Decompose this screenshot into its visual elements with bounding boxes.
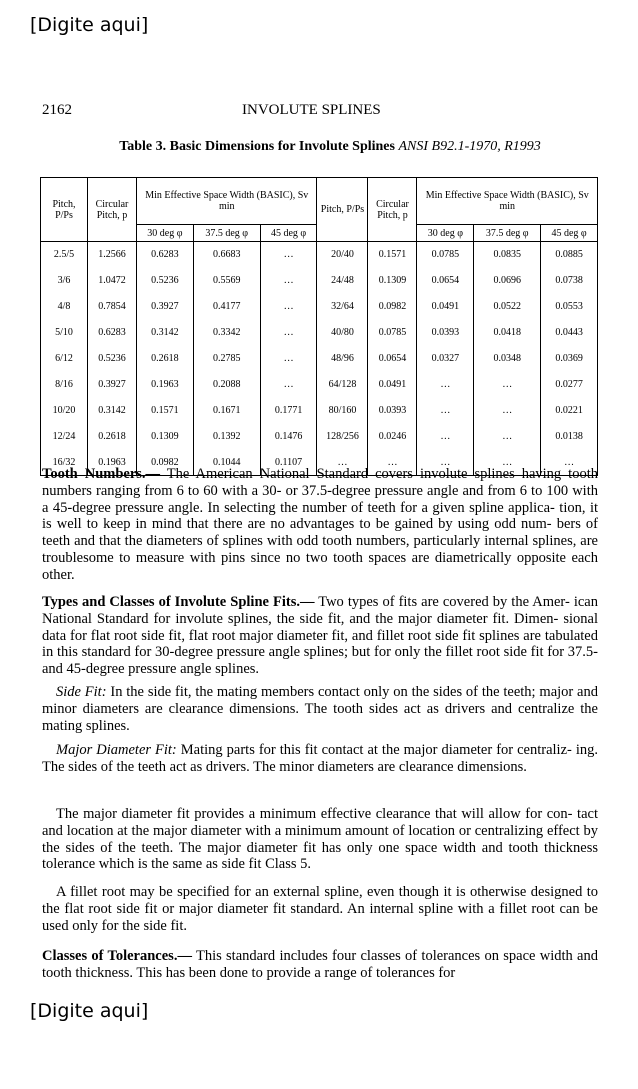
table-cell: 0.0982 (368, 294, 417, 320)
page-number: 2162 (42, 102, 72, 118)
table-cell: 48/96 (317, 346, 368, 372)
table-cell: … (417, 450, 474, 476)
table-cell: 0.3142 (88, 398, 137, 424)
table-cell: 0.0654 (417, 268, 474, 294)
table-cell: 0.2785 (193, 346, 260, 372)
table-cell: 0.0491 (417, 294, 474, 320)
table-cell: 0.0443 (541, 320, 598, 346)
heading-tooth-numbers: Tooth Numbers.— (42, 466, 161, 482)
table-cell: 0.0393 (417, 320, 474, 346)
table-cell: 0.0327 (417, 346, 474, 372)
col-header-45deg-2: 45 deg φ (541, 225, 598, 242)
table-row (41, 268, 598, 294)
table-cell: 2.5/5 (41, 242, 88, 268)
table-cell: … (368, 450, 417, 476)
table-cell: … (417, 398, 474, 424)
table-row (41, 320, 598, 346)
table-cell: 0.0138 (541, 424, 598, 450)
table-row (41, 242, 598, 268)
table-cell: … (474, 372, 541, 398)
text-classes-tolerances: This standard includes four classes of tolerances on space width and tooth thickness. This has been done to provide a range of tolerances for (42, 948, 598, 981)
table-cell: 0.0785 (368, 320, 417, 346)
table-cell: 8/16 (41, 372, 88, 398)
table-cell: … (317, 450, 368, 476)
table-cell: 0.0696 (474, 268, 541, 294)
table-cell: 10/20 (41, 398, 88, 424)
table-cell: 0.3342 (193, 320, 260, 346)
paragraph-major-diameter-clearance: The major diameter fit provides a minimum effective clearance that will allow for con- tact and location at the major diameter with a minimum amount of location or centralizing effect by the sides of the teeth. The major diameter fit has only one space width and tooth thickness tolerance which is the same as side fit Class 5. (42, 806, 598, 873)
table-cell: 0.1392 (193, 424, 260, 450)
table-cell: … (417, 372, 474, 398)
table-cell: 0.0277 (541, 372, 598, 398)
table-cell: 80/160 (317, 398, 368, 424)
table-cell: 0.0553 (541, 294, 598, 320)
table-cell: 0.3927 (88, 372, 137, 398)
col-header-30deg: 30 deg φ (137, 225, 194, 242)
table-cell: … (474, 450, 541, 476)
paragraph-fillet-root: A fillet root may be specified for an external spline, even though it is otherwise designed to the flat root side fit or major diameter fit standard. An internal spline with a fillet root can be used only for the side fit. (42, 884, 598, 934)
table-cell: 0.0835 (474, 242, 541, 268)
table-cell: 0.0491 (368, 372, 417, 398)
table-cell: 32/64 (317, 294, 368, 320)
table-cell: … (260, 346, 317, 372)
table-cell: 0.2618 (88, 424, 137, 450)
col-header-pitch: Pitch, P/Ps (41, 178, 88, 242)
table-cell: 0.6683 (193, 242, 260, 268)
paragraph-types-classes (42, 594, 598, 678)
table-cell: 1.0472 (88, 268, 137, 294)
table-cell: 0.5569 (193, 268, 260, 294)
table-cell: 0.1309 (368, 268, 417, 294)
col-header-pitch-2: Pitch, P/Ps (317, 178, 368, 242)
table-caption-title: Table 3. Basic Dimensions for Involute Splines (119, 139, 395, 154)
table-cell: 12/24 (41, 424, 88, 450)
table-cell: … (260, 320, 317, 346)
table-caption (100, 138, 560, 156)
paragraph-tooth-numbers (42, 466, 598, 584)
table-cell: 0.0738 (541, 268, 598, 294)
table-row (41, 372, 598, 398)
table-cell: 20/40 (317, 242, 368, 268)
table-cell: 0.1671 (193, 398, 260, 424)
table-cell: 0.1571 (368, 242, 417, 268)
table-cell: 128/256 (317, 424, 368, 450)
col-header-min-space-width: Min Effective Space Width (BASIC), Sv min (137, 178, 317, 225)
text-tooth-numbers: The American National Standard covers involute splines having tooth numbers ranging from 6 to 60 with a 30- or 37.5-degree pressure angle and from 6 to 100 with a 45-degree pressure angle. In selecting the number of teeth for a given spline applica- tion, it is well to keep in mind that there are no advantages to be gained by using odd num- bers of teeth and that the diameters of splines with odd tooth numbers, particularly internal splines, are troublesome to measure with pins since no two tooth spaces are diametrically opposite each other. (42, 466, 598, 583)
paragraph-classes-tolerances (42, 948, 598, 982)
col-header-30deg-2: 30 deg φ (417, 225, 474, 242)
heading-types-classes: Types and Classes of Involute Spline Fits.— (42, 594, 315, 610)
table-row (41, 294, 598, 320)
footer-placeholder[interactable]: [Digite aqui] (30, 1000, 149, 1022)
table-cell: 5/10 (41, 320, 88, 346)
involute-spline-table (40, 177, 598, 476)
heading-classes-tolerances: Classes of Tolerances.— (42, 948, 192, 964)
table-cell: … (260, 372, 317, 398)
table-cell: 64/128 (317, 372, 368, 398)
table-cell: 0.1107 (260, 450, 317, 476)
text-types-classes: Two types of fits are covered by the Amer- ican National Standard for involute splines, the side fit, and the major diameter fit. Dimen- sional data for flat root side fit, flat root major diameter fit, and fillet root side fit splines are tabulated in this standard for 30-degree pressure angle splines; but for only the fillet root side fit for 37.5- and 45-degree pressure angle splines. (42, 594, 598, 678)
table-cell: 6/12 (41, 346, 88, 372)
table-cell: 0.0654 (368, 346, 417, 372)
col-header-min-space-width-2: Min Effective Space Width (BASIC), Sv min (417, 178, 598, 225)
table-cell: 0.0393 (368, 398, 417, 424)
table-cell: 0.5236 (88, 346, 137, 372)
running-title: INVOLUTE SPLINES (242, 102, 381, 118)
paragraph-major-diameter-fit (42, 742, 598, 776)
table-cell: 0.0369 (541, 346, 598, 372)
text-major-diameter-fit: Mating parts for this fit contact at the major diameter for centraliz- ing. The sides of the teeth act as drivers. The minor diameters are clearance dimensions. (42, 742, 598, 775)
table-cell: 0.6283 (137, 242, 194, 268)
table-cell: 1.2566 (88, 242, 137, 268)
table-cell: … (260, 242, 317, 268)
table-cell: … (260, 268, 317, 294)
paragraph-side-fit (42, 684, 598, 734)
col-header-45deg: 45 deg φ (260, 225, 317, 242)
col-header-circular-pitch-2: Circular Pitch, p (368, 178, 417, 242)
table-cell: 0.1571 (137, 398, 194, 424)
col-header-37deg-2: 37.5 deg φ (474, 225, 541, 242)
text-side-fit: In the side fit, the mating members contact only on the sides of the teeth; major and minor diameters are clearance dimensions. The tooth sides act as drivers and centralize the mating splines. (42, 684, 598, 734)
table-cell: 0.2088 (193, 372, 260, 398)
col-header-37deg: 37.5 deg φ (193, 225, 260, 242)
table-cell: 0.5236 (137, 268, 194, 294)
table-cell: 0.1476 (260, 424, 317, 450)
table-cell: 0.3142 (137, 320, 194, 346)
table-cell: 0.0418 (474, 320, 541, 346)
table-row (41, 346, 598, 372)
col-header-circular-pitch: Circular Pitch, p (88, 178, 137, 242)
table-caption-standard: ANSI B92.1-1970, R1993 (398, 139, 541, 154)
table-cell: 3/6 (41, 268, 88, 294)
heading-side-fit: Side Fit: (56, 684, 107, 700)
table-cell: 0.0885 (541, 242, 598, 268)
table-cell: … (474, 398, 541, 424)
table-cell: 24/48 (317, 268, 368, 294)
table-cell: … (417, 424, 474, 450)
table-cell: … (260, 294, 317, 320)
table-cell: 0.1309 (137, 424, 194, 450)
table-cell: 0.2618 (137, 346, 194, 372)
table-cell: 0.6283 (88, 320, 137, 346)
table-row (41, 398, 598, 424)
table-cell: 40/80 (317, 320, 368, 346)
table-cell: 0.0221 (541, 398, 598, 424)
table-cell: 0.0785 (417, 242, 474, 268)
table-cell: 0.0522 (474, 294, 541, 320)
table-cell: 0.7854 (88, 294, 137, 320)
table-cell: … (541, 450, 598, 476)
header-placeholder[interactable]: [Digite aqui] (30, 14, 149, 36)
table-cell: 0.0246 (368, 424, 417, 450)
table-cell: 0.4177 (193, 294, 260, 320)
table-cell: … (474, 424, 541, 450)
table-cell: 0.1044 (193, 450, 260, 476)
table-cell: 0.1771 (260, 398, 317, 424)
table-cell: 0.1963 (88, 450, 137, 476)
heading-major-diameter-fit: Major Diameter Fit: (56, 742, 177, 758)
table-row (41, 424, 598, 450)
table-cell: 4/8 (41, 294, 88, 320)
table-cell: 0.0348 (474, 346, 541, 372)
table-cell: 0.1963 (137, 372, 194, 398)
table-cell: 0.0982 (137, 450, 194, 476)
table-cell: 16/32 (41, 450, 88, 476)
table-cell: 0.3927 (137, 294, 194, 320)
